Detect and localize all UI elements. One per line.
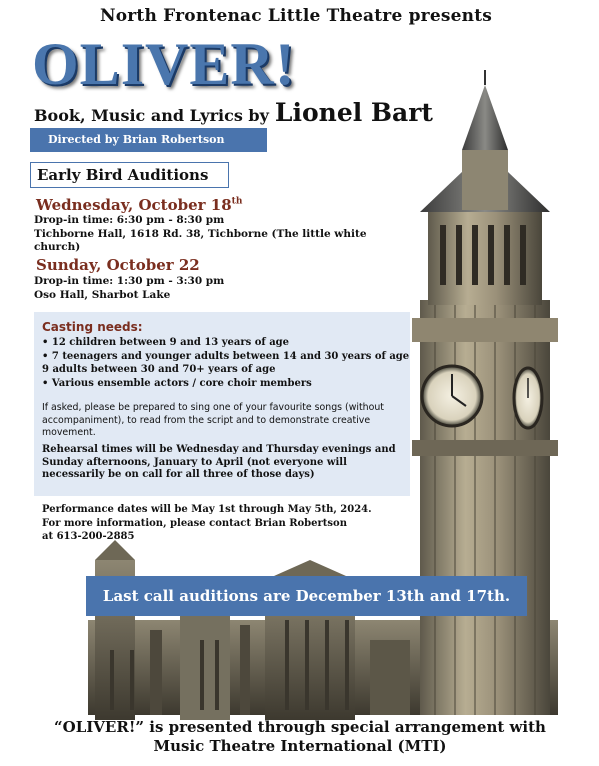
rehearsal-note: Rehearsal times will be Wednesday and Thursday evenings and Sunday afternoons, January to April (not everyone will necessarily be on call for all three of those days) (42, 444, 396, 481)
clock-tower (412, 70, 558, 715)
credits-line (34, 98, 433, 127)
composer-name: Lionel Bart (274, 98, 433, 127)
last-call-banner: Last call auditions are December 13th and 17th. (86, 576, 527, 616)
casting-item: 9 adults between 30 and 70+ years of age (42, 364, 276, 375)
director-banner: Directed by Brian Robertson (30, 128, 267, 152)
session-1-date-text: Wednesday, October 18 (36, 196, 232, 214)
license-footer: “OLIVER!” is presented through special arrangement with Music Theatre International (MTI) (54, 718, 546, 755)
casting-list (42, 336, 412, 390)
session-2-location: Oso Hall, Sharbot Lake (34, 289, 171, 301)
casting-item: • 7 teenagers and younger adults between 14 and 30 years of age (42, 350, 410, 362)
casting-item: • 12 children between 9 and 13 years of age (42, 337, 290, 348)
session-1-date (36, 195, 242, 214)
preparation-note: If asked, please be prepared to sing one of your favourite songs (without accompaniment), to read from the script and to demonstrate creative movement. (42, 402, 384, 439)
casting-item: • Various ensemble actors / core choir members (42, 377, 312, 389)
auditions-heading: Early Bird Auditions (30, 162, 229, 188)
session-1-date-suffix: th (231, 196, 243, 207)
show-title: OLIVER! (32, 31, 296, 97)
credits-prefix: Book, Music and Lyrics by (34, 106, 269, 125)
performance-dates: Performance dates will be May 1st through May 5th, 2024. (42, 504, 372, 515)
contact-info: For more information, please contact Brian Robertson at 613-200-2885 (42, 517, 347, 542)
session-1-drop-in: Drop-in time: 6:30 pm - 8:30 pm (34, 214, 225, 226)
session-1-location: Tichborne Hall, 1618 Rd. 38, Tichborne (The little white church) (34, 228, 367, 253)
presenter-line: North Frontenac Little Theatre presents (100, 6, 493, 26)
casting-title: Casting needs: (42, 320, 143, 334)
performance-info (42, 503, 422, 544)
session-2-date: Sunday, October 22 (36, 256, 200, 274)
session-2-drop-in: Drop-in time: 1:30 pm - 3:30 pm (34, 275, 225, 287)
